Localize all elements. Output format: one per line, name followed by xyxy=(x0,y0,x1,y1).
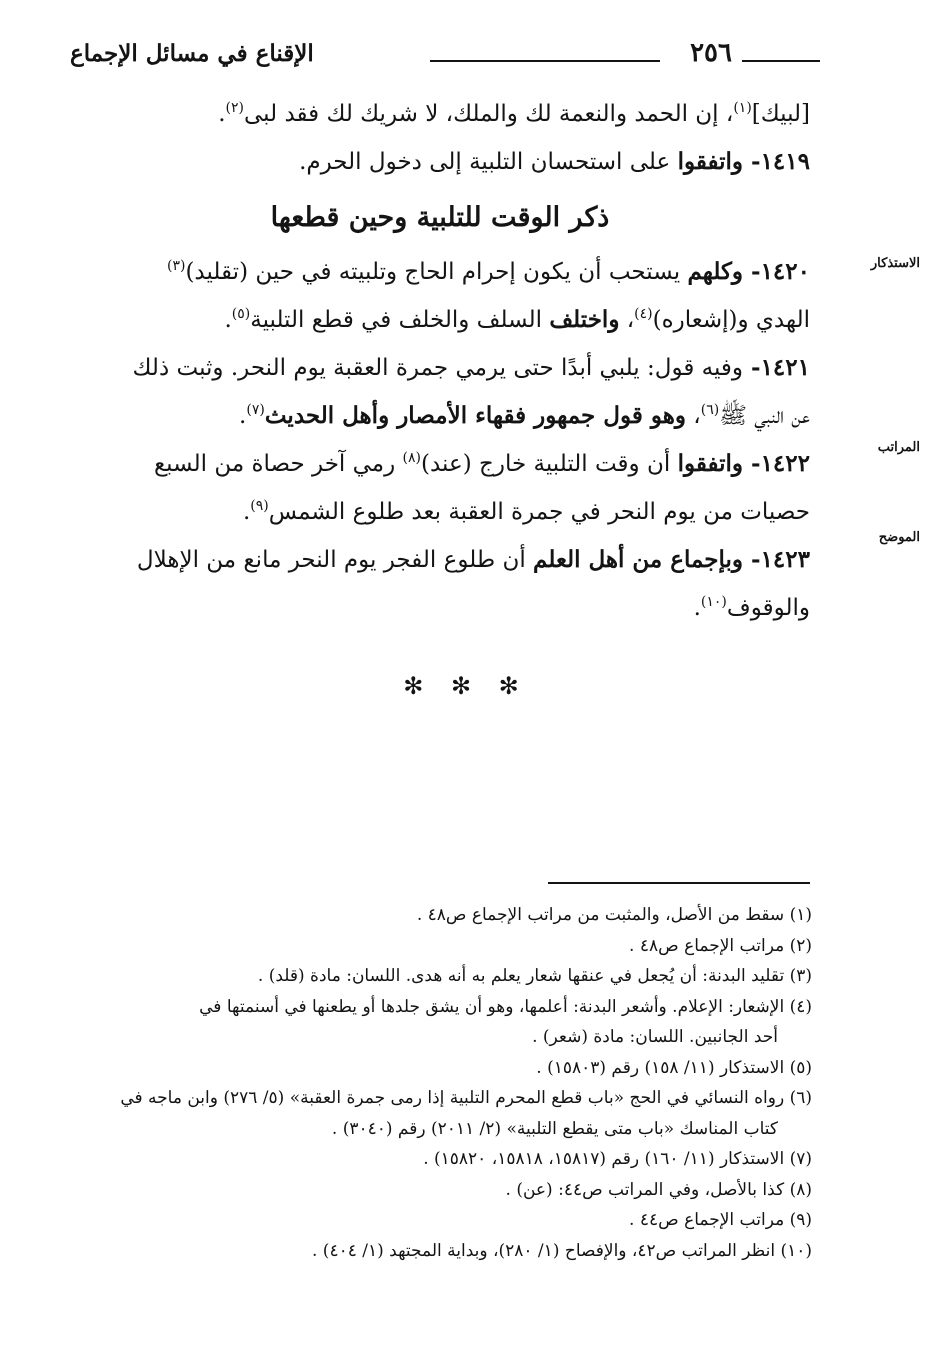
footnote-ref[interactable]: (٨) xyxy=(402,450,422,466)
footnote-ref[interactable]: (٧) xyxy=(246,402,265,418)
text-span: . xyxy=(239,403,247,429)
section-separator: ✻ ✻ ✻ xyxy=(403,672,529,700)
main-text xyxy=(70,90,810,632)
text-line-7 xyxy=(70,440,810,488)
bold-term: وهو قول جمهور فقهاء الأمصار وأهل الحديث xyxy=(264,402,686,429)
text-span: عن النبي ﷺ xyxy=(719,403,810,429)
issue-number: ١٤٢٠- وكلهم xyxy=(687,258,810,285)
footnote-2: (٢) مراتب الإجماع ص٤٨ . xyxy=(629,935,812,956)
text-line-4 xyxy=(70,296,810,344)
footnote-10: (١٠) انظر المراتب ص٤٢، والإفصاح (١/ ٢٨٠)، وبداية المجتهد (١/ ٤٠٤) . xyxy=(311,1240,812,1261)
footnote-ref[interactable]: (٤) xyxy=(634,306,653,322)
footnote-4-continued: أحد الجانبين. اللسان: مادة (شعر) . xyxy=(532,1027,778,1047)
section-heading: ذكر الوقت للتلبية وحين قطعها xyxy=(270,202,610,233)
issue-number: ١٤٢١- xyxy=(743,354,810,381)
text-span: وفيه قول: يلبي أبدًا حتى يرمي جمرة العقبة يوم النحر. وثبت ذلك xyxy=(132,355,744,381)
footnote-rule xyxy=(548,882,810,884)
text-span: رمي آخر حصاة من السبع xyxy=(153,451,403,477)
text-span: . xyxy=(693,595,701,621)
footnote-ref[interactable]: (٢) xyxy=(225,100,245,116)
footnote-ref[interactable]: (٣) xyxy=(166,258,186,274)
issue-number: ١٤٢٣- وبإجماع من أهل العلم xyxy=(533,546,810,573)
footnote-6: (٦) رواه النسائي في الحج «باب قطع المحرم التلبية إذا رمى جمرة العقبة» (٥/ ٢٧٦) وابن ماجه في xyxy=(120,1088,812,1108)
text-line-10 xyxy=(70,584,810,632)
footnote-6-continued: كتاب المناسك «باب متى يقطع التلبية» (٢/ ٢٠١١) رقم (٣٠٤٠) . xyxy=(331,1118,778,1139)
text-span: الهدي و(إشعاره) xyxy=(652,307,810,333)
page-header xyxy=(70,38,820,78)
margin-note-mudih: الموضح xyxy=(878,530,920,545)
footnote-7: (٧) الاستذكار (١١/ ١٦٠) رقم (١٥٨١٧، ١٥٨١٨، ١٥٨٢٠) . xyxy=(423,1149,812,1169)
text-span: . xyxy=(242,499,251,525)
text-span: يستحب أن يكون إحرام الحاج وتلبيته في حين (تقليد) xyxy=(185,259,688,285)
footnote-5: (٥) الاستذكار (١١/ ١٥٨) رقم (١٥٨٠٣) . xyxy=(536,1057,812,1078)
text-span: ، إن الحمد والنعمة لك والملك، لا شريك لك فقد لبى xyxy=(244,101,734,127)
text-line-3 xyxy=(70,248,810,296)
text-span: والوقوف xyxy=(726,595,810,621)
header-rule-middle xyxy=(430,60,660,62)
footnote-1: (١) سقط من الأصل، والمثبت من مراتب الإجماع ص٤٨ . xyxy=(416,905,812,925)
issue-number: ١٤١٩- واتفقوا xyxy=(677,148,810,175)
footnote-3: (٣) تقليد البدنة: أن يُجعل في عنقها شعار يعلم به أنه هدى. اللسان: مادة (قلد) . xyxy=(257,966,812,986)
header-rule-right xyxy=(742,60,820,62)
text-span: أن وقت التلبية خارج (عند) xyxy=(421,451,678,477)
text-span: السلف والخلف في قطع التلبية xyxy=(250,307,550,333)
footnote-ref[interactable]: (١) xyxy=(733,100,752,116)
text-span: حصيات من يوم النحر في جمرة العقبة بعد طلوع الشمس xyxy=(268,499,810,525)
text-line-2 xyxy=(70,138,810,186)
text-line-5 xyxy=(70,344,810,392)
footnote-9: (٩) مراتب الإجماع ص٤٤ . xyxy=(629,1210,812,1230)
running-title: الإقناع في مسائل الإجماع xyxy=(70,40,314,67)
margin-note-maratib: المراتب xyxy=(877,440,920,455)
footnote-ref[interactable]: (٥) xyxy=(231,306,251,322)
text-line-6 xyxy=(70,392,810,440)
footnote-ref[interactable]: (٩) xyxy=(250,498,269,514)
footnote-ref[interactable]: (١٠) xyxy=(700,594,727,610)
text-span: . xyxy=(218,101,226,127)
text-span: [لبيك] xyxy=(751,101,810,127)
footnote-ref[interactable]: (٦) xyxy=(700,402,720,418)
page-number: ٢٥٦ xyxy=(690,38,732,68)
footnote-4: (٤) الإشعار: الإعلام. وأشعر البدنة: أعلمها، وهو أن يشق جلدها أو يطعنها في أسنمتها في xyxy=(199,996,812,1017)
footnotes xyxy=(66,900,812,1266)
footnote-8: (٨) كذا بالأصل، وفي المراتب ص٤٤: (عن) . xyxy=(505,1179,812,1200)
issue-number: ١٤٢٢- واتفقوا xyxy=(677,450,810,477)
text-line-8 xyxy=(70,488,810,536)
bold-term: واختلف xyxy=(549,306,620,333)
text-span: . xyxy=(224,307,232,333)
text-line-9 xyxy=(70,536,810,584)
text-span: ، xyxy=(619,307,635,333)
text-span: أن طلوع الفجر يوم النحر مانع من الإهلال xyxy=(136,547,534,573)
text-span: على استحسان التلبية إلى دخول الحرم. xyxy=(299,149,678,175)
text-line-1 xyxy=(70,90,810,138)
text-span: ، xyxy=(685,403,701,429)
margin-note-istidhkar: الاستذكار xyxy=(870,256,920,271)
